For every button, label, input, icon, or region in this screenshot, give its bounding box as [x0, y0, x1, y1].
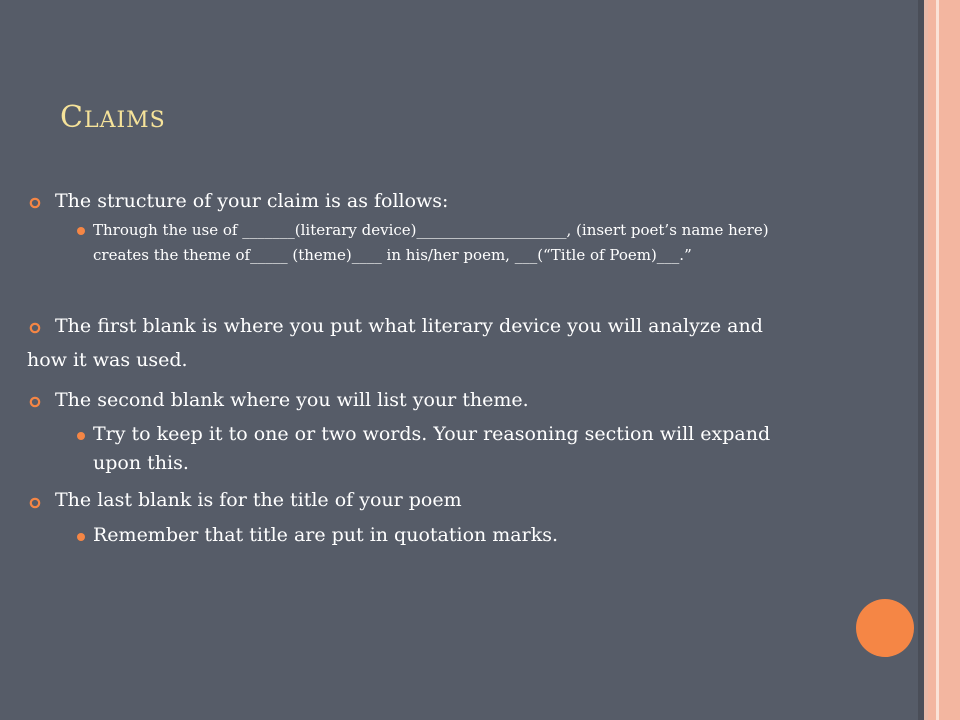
- dot-bullet-icon: [77, 227, 85, 235]
- ring-bullet-icon: [29, 322, 41, 334]
- bullet-last-blank: The last blank is for the title of your poem: [55, 489, 462, 511]
- bullet-first-blank-line2: how it was used.: [27, 349, 188, 371]
- ring-bullet-icon: [29, 396, 41, 408]
- decorative-orange-circle: [856, 599, 914, 657]
- bullet-first-blank-line1: The first blank is where you put what literary device you will analyze and: [55, 315, 763, 337]
- slide-title: [60, 100, 166, 135]
- sub-bullet-template-line2: creates the theme of_____ (theme)____ in his/her poem, ___(“Title of Poem)___.”: [93, 246, 692, 264]
- right-border-stripe-peach: [928, 0, 936, 720]
- sub-bullet-template-line1: Through the use of _______(literary device)____________________, (insert poet’s name here): [93, 221, 769, 239]
- sub-bullet-quotation-marks: Remember that title are put in quotation marks.: [93, 524, 559, 546]
- bullet-structure: The structure of your claim is as follows:: [55, 190, 449, 212]
- right-border-stripe-outer: [939, 0, 960, 720]
- slide-title-rest: LAIMS: [83, 108, 166, 133]
- dot-bullet-icon: [77, 533, 85, 541]
- sub-bullet-keep-short-line1: Try to keep it to one or two words. Your reasoning section will expand: [93, 423, 771, 445]
- bullet-second-blank: The second blank where you will list your theme.: [55, 389, 529, 411]
- dot-bullet-icon: [77, 432, 85, 440]
- ring-bullet-icon: [29, 197, 41, 209]
- slide-title-initial: C: [60, 100, 84, 135]
- ring-bullet-icon: [29, 497, 41, 509]
- sub-bullet-keep-short-line2: upon this.: [93, 452, 189, 474]
